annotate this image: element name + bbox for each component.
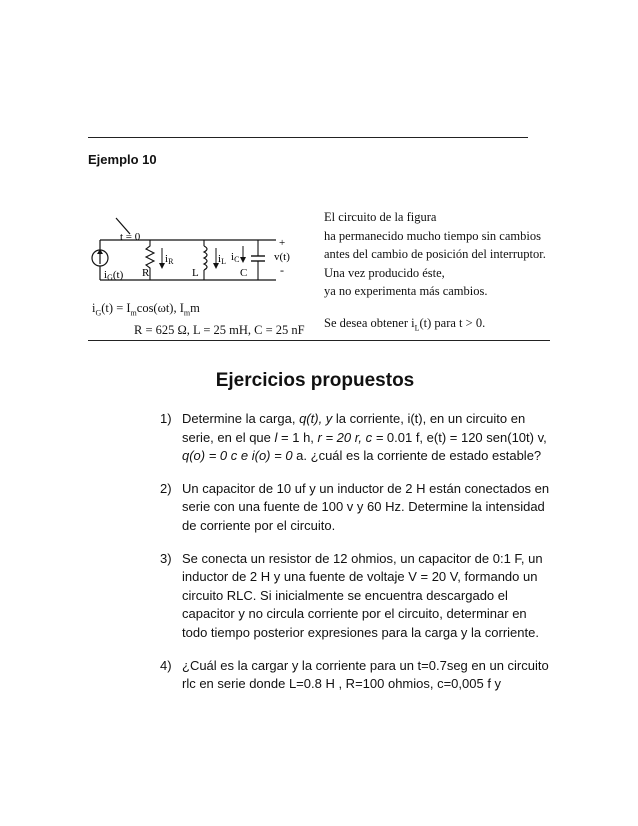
exercise-list	[160, 410, 552, 708]
exercise-number: 4)	[160, 657, 172, 673]
resistor-label: R	[142, 267, 150, 279]
plus-sign: +	[279, 237, 286, 249]
figure-question: Se desea obtener $i_L(t)$ para t > 0.	[324, 316, 486, 333]
description-line: El circuito de la figura	[324, 210, 437, 224]
description-line: Una vez producido éste,	[324, 265, 445, 280]
ic-label: iC	[231, 251, 240, 264]
exercise-item	[160, 480, 552, 536]
description-line: ya no experimenta más cambios.	[324, 284, 488, 298]
exercise-item	[160, 410, 552, 466]
parameters-line-2: R = 625 Ω, L = 25 mH, C = 25 nF	[134, 322, 305, 337]
exercise-item	[160, 657, 552, 694]
minus-sign: -	[280, 263, 284, 277]
top-rule	[88, 137, 528, 138]
source-label: iG(t)	[104, 269, 124, 282]
example-label: Ejemplo 10	[88, 152, 157, 167]
example-figure	[88, 200, 550, 340]
inductor	[204, 246, 207, 270]
inductor-label: L	[192, 267, 199, 279]
circuit-diagram	[88, 200, 323, 300]
exercise-text: Determine la carga, q(t), y la corriente, i(t), en un circuito en serie, en el que l = 1 h, r = 20 r, c = 0.01 f, e(t) = 120 sen(10t) v, q(o) = 0 c e i(o) = 0 a. ¿cuál es la corriente de estado estable?	[182, 411, 547, 464]
exercise-text: Se conecta un resistor de 12 ohmios, un capacitor de 0:1 F, un inductor de 2 H y una fuente de voltaje V = 20 V, formando un circuito RLC. Si inicialmente se encuentra descargado el capacitor y no circula corriente por el circuito, determinar en todo tiempo posterior expresiones para la carga y la corriente.	[182, 550, 543, 640]
exercise-number: 2)	[160, 480, 172, 496]
exercise-text: Un capacitor de 10 uf y un inductor de 2 H están conectados en serie con una fuente de 100 v y 60 Hz. Determine la intensidad de corriente por el circuito.	[182, 480, 550, 533]
exercise-item	[160, 550, 552, 643]
description-line: ha permanecido mucho tiempo sin cambios	[324, 228, 541, 243]
exercise-number: 1)	[160, 411, 172, 426]
circuit-parameters	[92, 300, 305, 339]
switch-label: t = 0	[120, 231, 141, 243]
ir-label: iR	[165, 253, 174, 266]
exercise-number: 3)	[160, 550, 172, 566]
section-title: Ejercicios propuestos	[215, 370, 415, 391]
figure-description	[324, 208, 554, 301]
exercise-text: ¿Cuál es la cargar y la corriente para un t=0.7seg en un circuito rlc en serie donde L=0.8 H , R=100 ohmios, c=0,005 f y	[182, 657, 549, 692]
figure-bottom-rule	[88, 340, 550, 341]
parameters-line-1: $i_G(t) = I_m\cos(\omega t)$, $I_mm$	[92, 301, 200, 318]
description-line: antes del cambio de posición del interruptor.	[324, 247, 546, 261]
il-label: iL	[218, 253, 226, 266]
capacitor-label: C	[240, 267, 248, 279]
voltage-label: v(t)	[274, 251, 290, 263]
